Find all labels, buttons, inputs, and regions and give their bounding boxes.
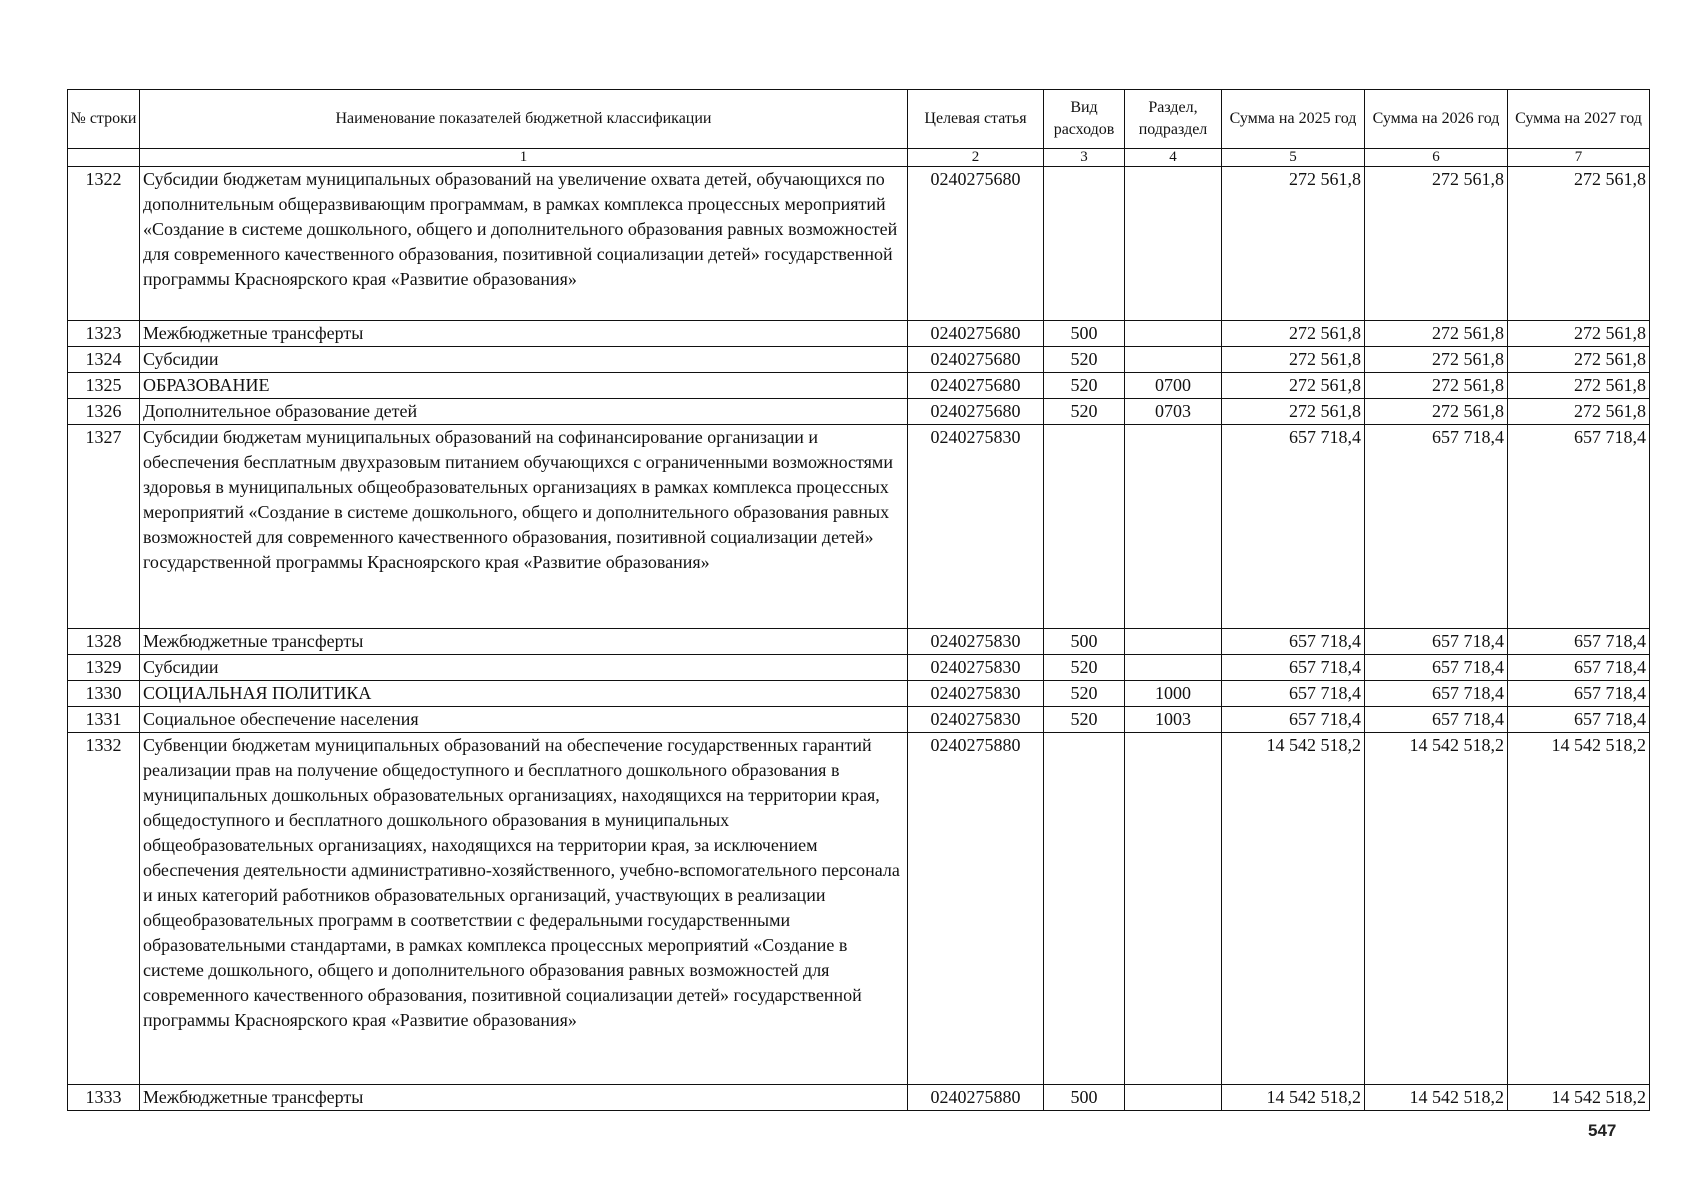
table-row: [68, 707, 1650, 733]
table-row: [68, 347, 1650, 373]
column-number: 6: [1365, 149, 1508, 167]
row-section: [1125, 347, 1222, 373]
row-sum-2025: 657 718,4: [1222, 425, 1365, 629]
row-sum-2025: 657 718,4: [1222, 681, 1365, 707]
header-razdel: Раздел, подраздел: [1125, 90, 1222, 149]
row-expense-type: [1044, 425, 1125, 629]
row-target-code: 0240275830: [908, 707, 1044, 733]
row-sum-2026: 14 542 518,2: [1365, 733, 1508, 1085]
row-sum-2026: 14 542 518,2: [1365, 1085, 1508, 1111]
row-sum-2027: 14 542 518,2: [1508, 733, 1650, 1085]
row-sum-2026: 657 718,4: [1365, 425, 1508, 629]
row-name: Социальное обеспечение населения: [140, 707, 908, 733]
row-expense-type: 500: [1044, 321, 1125, 347]
row-target-code: 0240275830: [908, 425, 1044, 629]
row-sum-2026: 272 561,8: [1365, 399, 1508, 425]
row-target-code: 0240275880: [908, 733, 1044, 1085]
row-expense-type: 500: [1044, 1085, 1125, 1111]
row-name: Субсидии бюджетам муниципальных образований на софинансирование организации и обеспечения бесплатным двухразовым питанием обучающихся с ограниченными возможностями здоровья в муниципальных общеобразовательных организациях в рамках комплекса процессных мероприятий «Создание в системе дошкольного, общего и дополнительного образования равных возможностей для современного качественного образования, позитивной социализации детей» государственной программы Красноярского края «Развитие образования»: [140, 425, 908, 629]
row-name: Субвенции бюджетам муниципальных образований на обеспечение государственных гарантий реализации прав на получение общедоступного и бесплатного дошкольного образования в муниципальных дошкольных образовательных организациях, находящихся на территории края, общедоступного и бесплатного дошкольного образования в муниципальных общеобразовательных организациях, находящихся на территории края, за исключением обеспечения деятельности административно-хозяйственного, учебно-вспомогательного персонала и иных категорий работников образовательных организаций, участвующих в реализации общеобразовательных программ в соответствии с федеральными государственными образовательными стандартами, в рамках комплекса процессных мероприятий «Создание в системе дошкольного, общего и дополнительного образования равных возможностей для современного качественного образования, позитивной социализации детей» государственной программы Красноярского края «Развитие образования»: [140, 733, 908, 1085]
row-expense-type: [1044, 733, 1125, 1085]
table-row: [68, 425, 1650, 629]
row-target-code: 0240275680: [908, 399, 1044, 425]
page-number: 547: [1588, 1121, 1617, 1140]
row-target-code: 0240275830: [908, 681, 1044, 707]
row-section: 0703: [1125, 399, 1222, 425]
column-number: 7: [1508, 149, 1650, 167]
row-sum-2027: 657 718,4: [1508, 655, 1650, 681]
header-row-no: № строки: [68, 90, 140, 149]
row-sum-2027: 657 718,4: [1508, 681, 1650, 707]
row-sum-2026: 657 718,4: [1365, 655, 1508, 681]
row-sum-2027: 272 561,8: [1508, 373, 1650, 399]
row-name: Дополнительное образование детей: [140, 399, 908, 425]
row-expense-type: 500: [1044, 629, 1125, 655]
row-section: [1125, 167, 1222, 321]
row-sum-2027: 657 718,4: [1508, 629, 1650, 655]
row-name: ОБРАЗОВАНИЕ: [140, 373, 908, 399]
row-sum-2027: 657 718,4: [1508, 707, 1650, 733]
row-number: 1327: [68, 425, 140, 629]
header-sum-2026: Сумма на 2026 год: [1365, 90, 1508, 149]
row-expense-type: 520: [1044, 655, 1125, 681]
budget-table: [67, 89, 1650, 1111]
row-sum-2025: 272 561,8: [1222, 167, 1365, 321]
row-section: [1125, 1085, 1222, 1111]
header-target: Целевая статья: [908, 90, 1044, 149]
row-section: [1125, 425, 1222, 629]
row-number: 1323: [68, 321, 140, 347]
row-target-code: 0240275680: [908, 321, 1044, 347]
row-number: 1331: [68, 707, 140, 733]
column-number: 5: [1222, 149, 1365, 167]
row-number: 1325: [68, 373, 140, 399]
row-section: [1125, 733, 1222, 1085]
row-section: 0700: [1125, 373, 1222, 399]
column-number-row: [68, 149, 1650, 167]
row-name: Субсидии: [140, 655, 908, 681]
row-expense-type: 520: [1044, 399, 1125, 425]
row-section: [1125, 629, 1222, 655]
row-number: 1328: [68, 629, 140, 655]
row-sum-2026: 272 561,8: [1365, 167, 1508, 321]
row-sum-2027: 272 561,8: [1508, 167, 1650, 321]
header-name: Наименование показателей бюджетной классификации: [140, 90, 908, 149]
row-section: 1000: [1125, 681, 1222, 707]
row-number: 1326: [68, 399, 140, 425]
column-number: 3: [1044, 149, 1125, 167]
row-sum-2026: 272 561,8: [1365, 347, 1508, 373]
row-sum-2025: 657 718,4: [1222, 707, 1365, 733]
column-number: 2: [908, 149, 1044, 167]
row-name: Субсидии бюджетам муниципальных образований на увеличение охвата детей, обучающихся по дополнительным общеразвивающим программам, в рамках комплекса процессных мероприятий «Создание в системе дошкольного, общего и дополнительного образования равных возможностей для современного качественного образования, позитивной социализации детей» государственной программы Красноярского края «Развитие образования»: [140, 167, 908, 321]
row-name: Межбюджетные трансферты: [140, 1085, 908, 1111]
row-sum-2027: 657 718,4: [1508, 425, 1650, 629]
header-vid: Вид расходов: [1044, 90, 1125, 149]
row-number: 1329: [68, 655, 140, 681]
row-sum-2027: 272 561,8: [1508, 321, 1650, 347]
row-expense-type: 520: [1044, 707, 1125, 733]
row-sum-2025: 14 542 518,2: [1222, 1085, 1365, 1111]
row-sum-2025: 272 561,8: [1222, 399, 1365, 425]
row-sum-2025: 272 561,8: [1222, 321, 1365, 347]
row-number: 1322: [68, 167, 140, 321]
row-sum-2026: 272 561,8: [1365, 321, 1508, 347]
row-sum-2026: 272 561,8: [1365, 373, 1508, 399]
header-sum-2027: Сумма на 2027 год: [1508, 90, 1650, 149]
table-row: [68, 321, 1650, 347]
row-sum-2025: 14 542 518,2: [1222, 733, 1365, 1085]
row-sum-2025: 657 718,4: [1222, 655, 1365, 681]
row-number: 1324: [68, 347, 140, 373]
row-expense-type: 520: [1044, 373, 1125, 399]
table-row: [68, 655, 1650, 681]
row-number: 1330: [68, 681, 140, 707]
table-row: [68, 399, 1650, 425]
row-sum-2027: 272 561,8: [1508, 399, 1650, 425]
column-number: 1: [140, 149, 908, 167]
table-row: [68, 629, 1650, 655]
row-target-code: 0240275830: [908, 655, 1044, 681]
row-target-code: 0240275830: [908, 629, 1044, 655]
row-section: 1003: [1125, 707, 1222, 733]
row-target-code: 0240275680: [908, 347, 1044, 373]
row-sum-2027: 14 542 518,2: [1508, 1085, 1650, 1111]
row-section: [1125, 655, 1222, 681]
row-sum-2025: 657 718,4: [1222, 629, 1365, 655]
row-name: СОЦИАЛЬНАЯ ПОЛИТИКА: [140, 681, 908, 707]
row-target-code: 0240275880: [908, 1085, 1044, 1111]
row-sum-2025: 272 561,8: [1222, 347, 1365, 373]
row-expense-type: 520: [1044, 347, 1125, 373]
row-sum-2026: 657 718,4: [1365, 681, 1508, 707]
row-target-code: 0240275680: [908, 373, 1044, 399]
table-row: [68, 167, 1650, 321]
row-name: Межбюджетные трансферты: [140, 629, 908, 655]
table-row: [68, 373, 1650, 399]
table-body: [68, 167, 1650, 1111]
row-expense-type: [1044, 167, 1125, 321]
row-section: [1125, 321, 1222, 347]
row-sum-2025: 272 561,8: [1222, 373, 1365, 399]
table-row: [68, 681, 1650, 707]
column-number: 4: [1125, 149, 1222, 167]
row-number: 1333: [68, 1085, 140, 1111]
table-header: [68, 90, 1650, 167]
row-sum-2027: 272 561,8: [1508, 347, 1650, 373]
table-row: [68, 1085, 1650, 1111]
table-row: [68, 733, 1650, 1085]
row-expense-type: 520: [1044, 681, 1125, 707]
row-sum-2026: 657 718,4: [1365, 629, 1508, 655]
row-name: Субсидии: [140, 347, 908, 373]
row-name: Межбюджетные трансферты: [140, 321, 908, 347]
row-target-code: 0240275680: [908, 167, 1044, 321]
row-sum-2026: 657 718,4: [1365, 707, 1508, 733]
header-sum-2025: Сумма на 2025 год: [1222, 90, 1365, 149]
column-number: [68, 149, 140, 167]
row-number: 1332: [68, 733, 140, 1085]
